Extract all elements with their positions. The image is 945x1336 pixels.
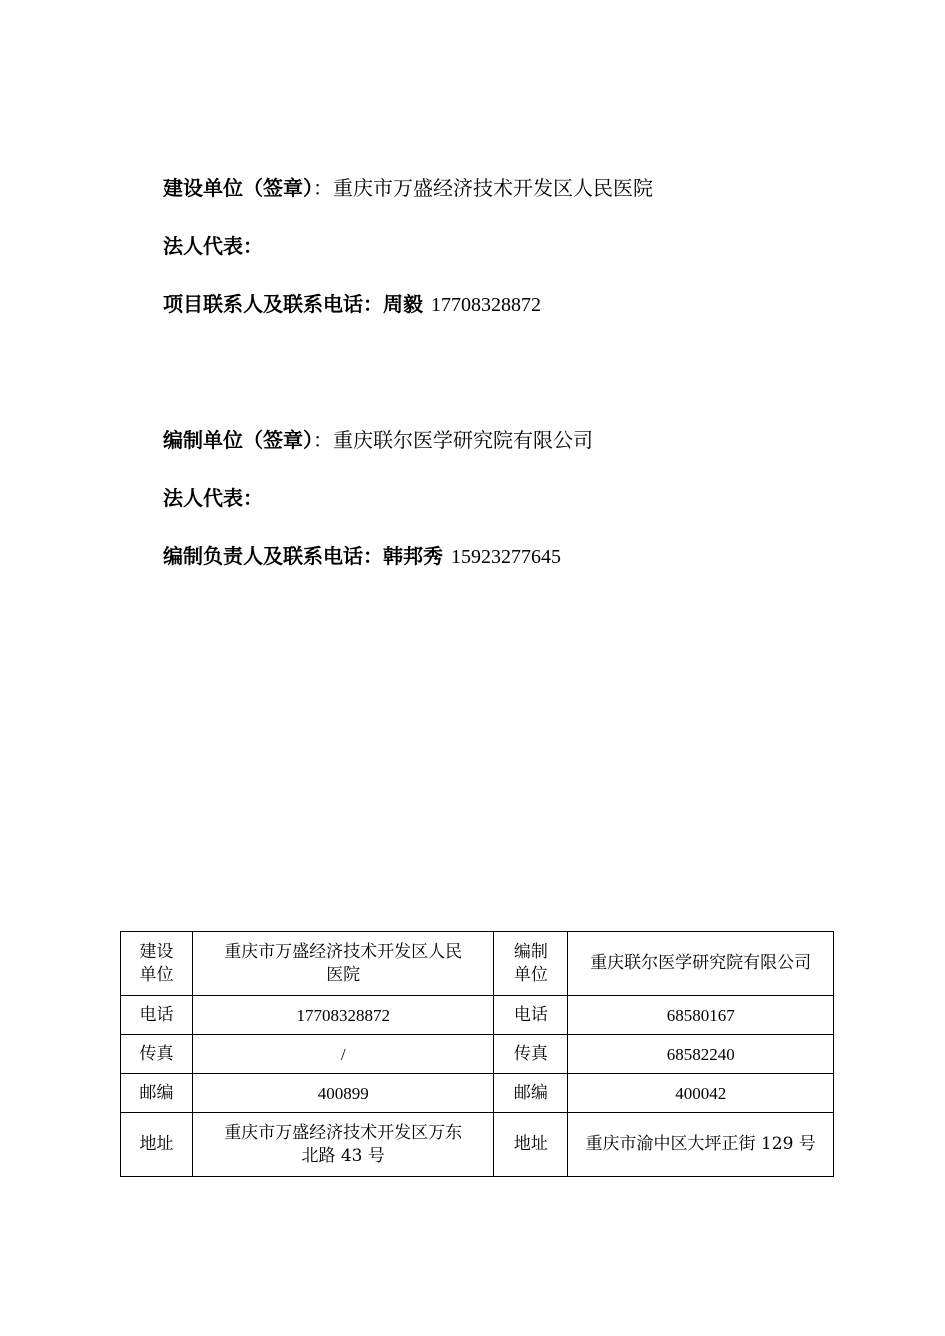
contact-info-table [120,931,834,1177]
table-row [121,932,834,996]
construction-unit-label: 建设单位（签章） [163,176,313,200]
compiler-contact-line [163,542,561,571]
compiler-unit-line [163,426,593,454]
compiler-contact-phone: 15923277645 [451,546,561,568]
table-cell: 重庆市万盛经济技术开发区万东 北路 43 号 [192,1113,494,1177]
table-cell: 重庆市万盛经济技术开发区人民 医院 [192,932,494,996]
table-cell: 400042 [568,1074,834,1113]
construction-legal-label: 法人代表： [163,234,263,258]
table-cell: / [192,1035,494,1074]
construction-contact-name: 周毅 [383,292,423,316]
compiler-legal-label: 法人代表： [163,486,263,510]
table-cell: 编制 单位 [494,932,568,996]
table-cell: 邮编 [494,1074,568,1113]
compiler-contact-label: 编制负责人及联系电话： [163,544,383,568]
table-cell: 传真 [494,1035,568,1074]
table-cell: 地址 [121,1113,193,1177]
compiler-unit-value: ：重庆联尔医学研究院有限公司 [313,428,593,452]
table-cell: 传真 [121,1035,193,1074]
table-cell: 建设 单位 [121,932,193,996]
table-row [121,996,834,1035]
compiler-contact-name: 韩邦秀 [383,544,443,568]
table-row [121,1113,834,1177]
table-cell: 地址 [494,1113,568,1177]
table-cell: 电话 [494,996,568,1035]
table-cell: 17708328872 [192,996,494,1035]
construction-contact-line [163,290,541,319]
construction-unit-line [163,174,653,202]
table-cell: 400899 [192,1074,494,1113]
construction-unit-value: ：重庆市万盛经济技术开发区人民医院 [313,176,653,200]
compiler-legal-line [163,484,263,512]
table-cell: 68580167 [568,996,834,1035]
table-row [121,1035,834,1074]
table-row [121,1074,834,1113]
construction-legal-line [163,232,263,260]
table-cell: 重庆市渝中区大坪正街 129 号 [568,1113,834,1177]
table-cell: 电话 [121,996,193,1035]
table-cell: 邮编 [121,1074,193,1113]
table-cell: 68582240 [568,1035,834,1074]
table-cell: 重庆联尔医学研究院有限公司 [568,932,834,996]
compiler-unit-label: 编制单位（签章） [163,428,313,452]
construction-contact-label: 项目联系人及联系电话： [163,292,383,316]
construction-contact-phone: 17708328872 [431,294,541,316]
